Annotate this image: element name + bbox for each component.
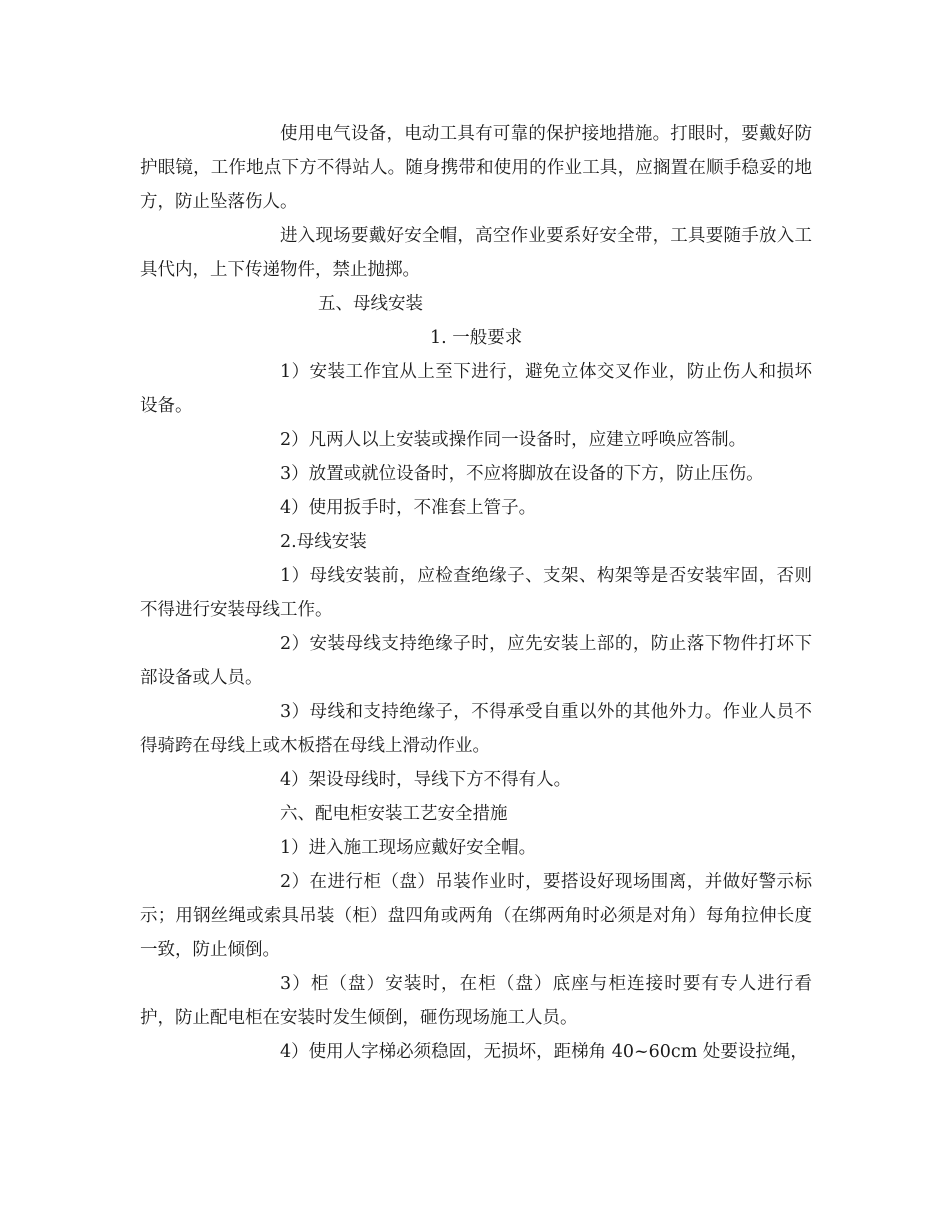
subsection-heading-busbar: 2.母线安装 <box>280 532 367 552</box>
paragraph-general-4: 4）使用扳手时，不准套上管子。 <box>280 498 537 518</box>
paragraph-cabinet-3: 3）柜（盘）安装时，在柜（盘）底座与柜连接时要有专人进行看护，防止配电柜在安装时发生倾倒，砸伤现场施工人员。 <box>140 974 812 1028</box>
paragraph-busbar-1: 1）母线安装前，应检查绝缘子、支架、构架等是否安装牢固，否则不得进行安装母线工作。 <box>140 566 812 620</box>
paragraph-electrical-tools: 使用电气设备，电动工具有可靠的保护接地措施。打眼时，要戴好防护眼镜，工作地点下方不得站人。随身携带和使用的作业工具，应搁置在顺手稳妥的地方，防止坠落伤人。 <box>140 124 812 212</box>
section-heading-busbar-installation: 五、母线安装 <box>318 294 423 314</box>
paragraph-general-1: 1）安装工作宜从上至下进行，避免立体交叉作业，防止伤人和损坏设备。 <box>140 362 812 416</box>
subsection-heading-general-requirements: 1. 一般要求 <box>430 328 523 348</box>
paragraph-general-3: 3）放置或就位设备时，不应将脚放在设备的下方，防止压伤。 <box>280 464 764 484</box>
document-body <box>140 117 812 1069</box>
paragraph-cabinet-4: 4）使用人字梯必须稳固，无损坏，距梯角 40~60cm 处要设拉绳， <box>280 1042 808 1062</box>
paragraph-general-2: 2）凡两人以上安装或操作同一设备时，应建立呼唤应答制。 <box>280 430 747 450</box>
section-heading-cabinet-safety: 六、配电柜安装工艺安全措施 <box>280 804 508 824</box>
paragraph-busbar-4: 4）架设母线时，导线下方不得有人。 <box>280 770 572 790</box>
paragraph-cabinet-2: 2）在进行柜（盘）吊装作业时，要搭设好现场围离，并做好警示标示；用钢丝绳或索具吊装（柜）盘四角或两角（在绑两角时必须是对角）每角拉伸长度一致，防止倾倒。 <box>140 872 812 960</box>
paragraph-busbar-3: 3）母线和支持绝缘子，不得承受自重以外的其他外力。作业人员不得骑跨在母线上或木板搭在母线上滑动作业。 <box>140 702 812 756</box>
paragraph-site-entry: 进入现场要戴好安全帽，高空作业要系好安全带，工具要随手放入工具代内，上下传递物件，禁止抛掷。 <box>140 226 812 280</box>
paragraph-busbar-2: 2）安装母线支持绝缘子时，应先安装上部的，防止落下物件打坏下部设备或人员。 <box>140 634 812 688</box>
paragraph-cabinet-1: 1）进入施工现场应戴好安全帽。 <box>280 838 537 858</box>
